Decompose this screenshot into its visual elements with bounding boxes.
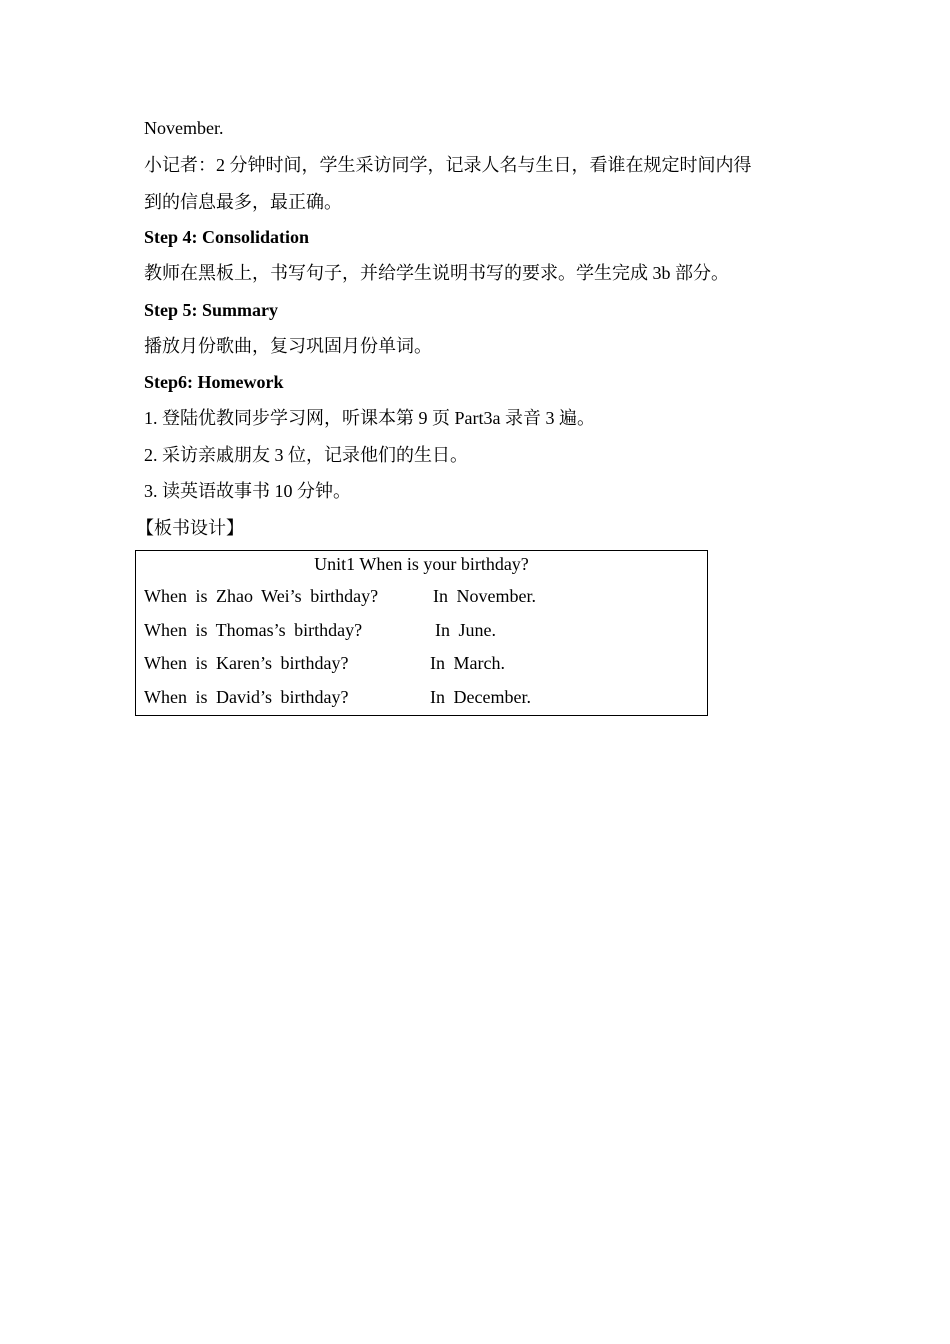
text-line: 播放月份歌曲，复习巩固月份单词。 <box>144 336 432 356</box>
board-question: When is David’s birthday? <box>144 687 349 707</box>
step-heading: Step 4: Consolidation <box>144 227 310 247</box>
board-answer: In November. <box>433 586 536 606</box>
homework-item: 2. 采访亲戚朋友 3 位，记录他们的生日。 <box>144 445 468 465</box>
board-answer: In December. <box>430 687 531 707</box>
text-line: 小记者：2 分钟时间，学生采访同学，记录人名与生日，看谁在规定时间内得 <box>144 155 752 175</box>
step-heading: Step6: Homework <box>144 372 284 392</box>
step-heading: Step 5: Summary <box>144 300 278 320</box>
board-row <box>136 618 707 642</box>
board-row <box>136 584 707 608</box>
board-question: When is Zhao Wei’s birthday? <box>144 586 379 606</box>
board-title: Unit1 When is your birthday? <box>314 554 529 574</box>
homework-item: 1. 登陆优教同步学习网，听课本第 9 页 Part3a 录音 3 遍。 <box>144 408 595 428</box>
board-design-box <box>135 550 708 716</box>
text-line: 教师在黑板上，书写句子，并给学生说明书写的要求。学生完成 3b 部分。 <box>144 263 729 283</box>
board-answer: In March. <box>430 653 505 673</box>
homework-item: 3. 读英语故事书 10 分钟。 <box>144 481 351 501</box>
board-row <box>136 685 707 709</box>
board-question: When is Karen’s birthday? <box>144 653 349 673</box>
text-line: November. <box>144 118 224 138</box>
board-row <box>136 651 707 675</box>
board-answer: In June. <box>435 620 496 640</box>
section-title: 【板书设计】 <box>136 518 244 538</box>
board-question: When is Thomas’s birthday? <box>144 620 363 640</box>
text-line: 到的信息最多，最正确。 <box>144 192 342 212</box>
